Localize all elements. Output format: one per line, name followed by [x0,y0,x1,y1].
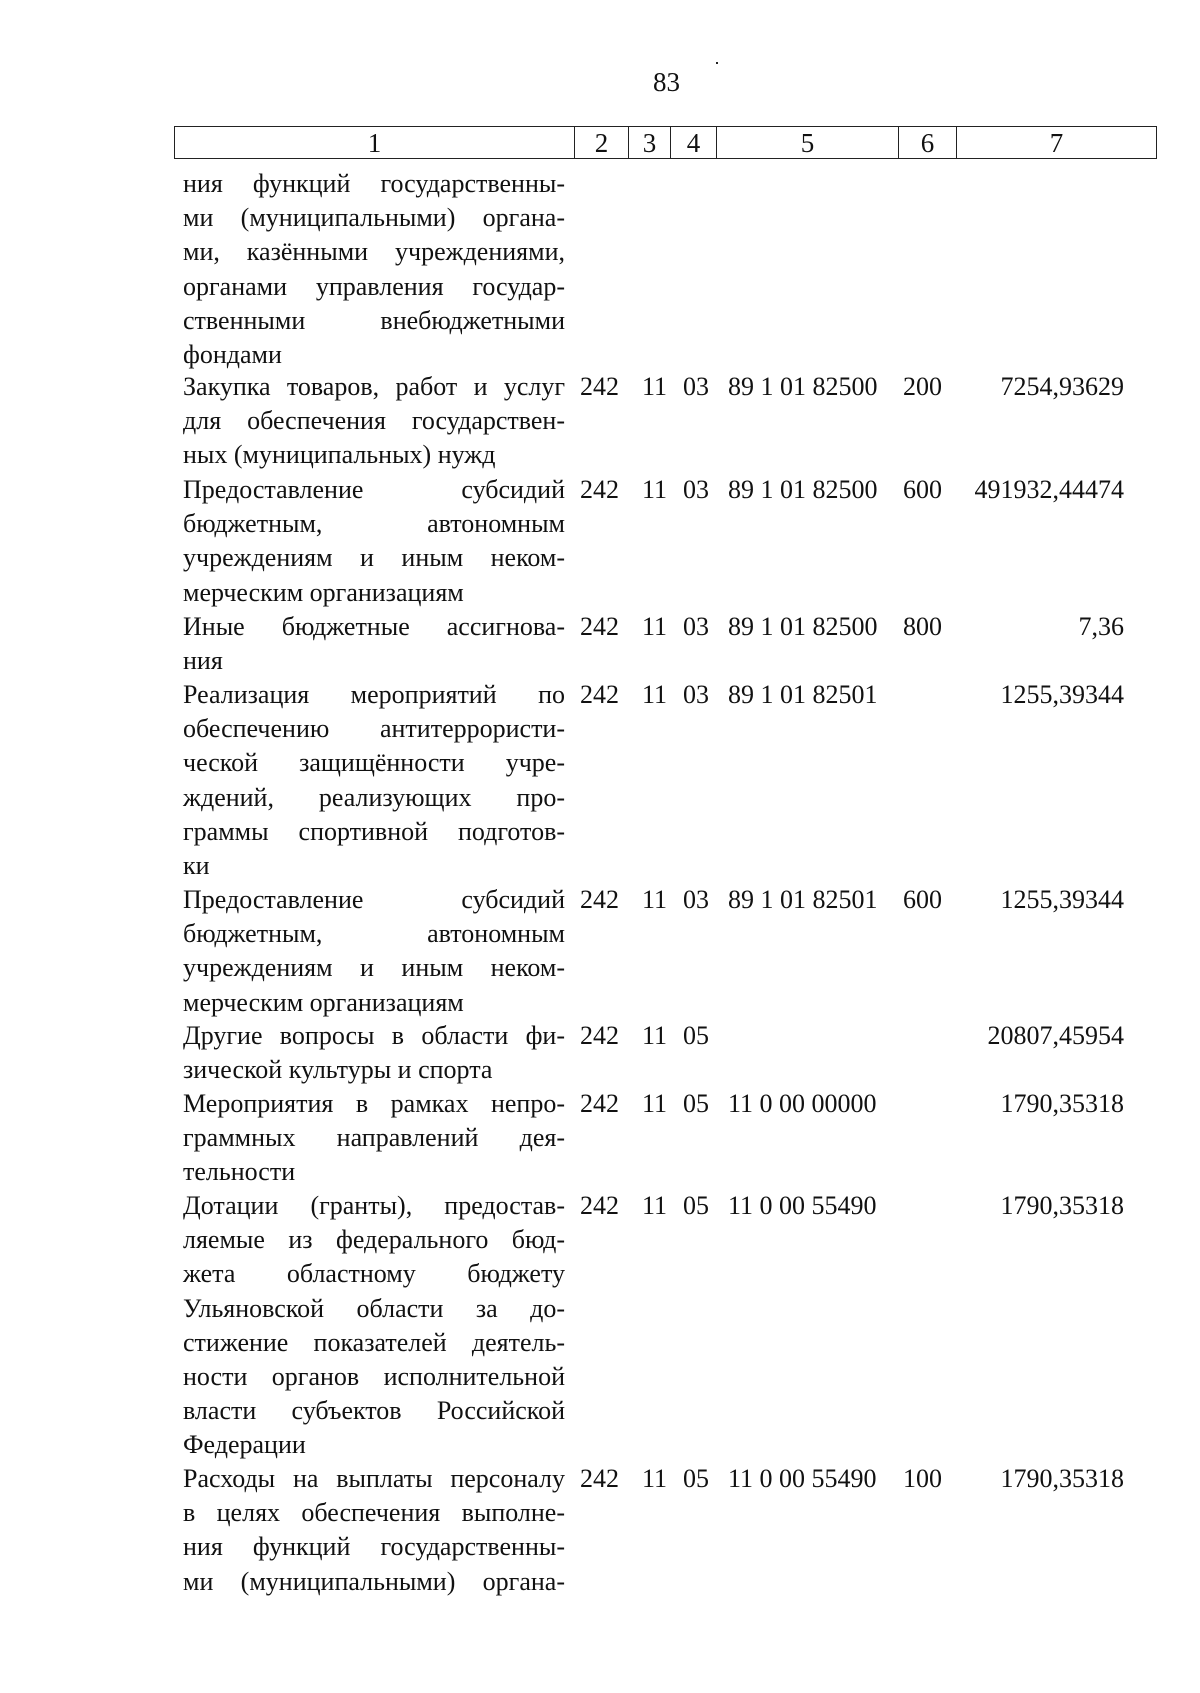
row-name-line: обеспечению антитеррористи- [183,714,565,744]
cell-col-4: 03 [683,680,709,709]
row-name [183,167,565,372]
row-name-line: учреждениям и иным неком- [183,543,565,573]
row-name-line: ния функций государственны- [183,1532,565,1562]
cell-col-4: 05 [683,1191,709,1220]
cell-col-4: 05 [683,1021,709,1050]
cell-col-2: 242 [580,1089,619,1118]
cell-col-5: 89 1 01 82501 [728,885,878,914]
cell-col-7: 1790,35318 [1000,1191,1124,1220]
cell-col-3: 11 [642,1021,668,1050]
cell-col-2: 242 [580,885,619,914]
row-name-line: ми, казёнными учреждениями, [183,237,565,267]
row-name-line: Мероприятия в рамках непро- [183,1089,565,1118]
cell-col-3: 11 [642,372,668,401]
row-name-line: учреждениям и иным неком- [183,953,565,983]
page-number: 83 [653,67,680,97]
cell-col-6: 600 [903,885,942,914]
cell-col-3: 11 [642,475,668,504]
cell-col-3: 11 [642,1089,668,1118]
cell-col-3: 11 [642,1191,668,1220]
row-name-line: ственными внебюджетными [183,305,565,335]
row-name [183,473,565,610]
cell-col-6: 100 [903,1464,942,1493]
row-name-line: бюджетным, автономным [183,509,565,539]
cell-col-4: 03 [683,612,709,641]
cell-col-3: 11 [642,612,668,641]
cell-col-7: 20807,45954 [987,1021,1124,1050]
cell-col-5: 11 0 00 00000 [728,1089,877,1118]
row-name-line: бюджетным, автономным [183,919,565,949]
column-header-table [174,126,1157,159]
header-col-6: 6 [899,127,957,159]
cell-col-4: 03 [683,372,709,401]
header-col-7: 7 [957,127,1157,159]
row-name-line: мерческим организациям [183,577,464,607]
cell-col-5: 89 1 01 82500 [728,475,878,504]
row-name-line: для обеспечения государствен- [183,406,565,436]
row-name-line: Реализация мероприятий по [183,680,565,709]
row-name-line: ми (муниципальными) органа- [183,1566,565,1596]
cell-col-4: 03 [683,475,709,504]
cell-col-2: 242 [580,372,619,401]
row-name-line: ми (муниципальными) органа- [183,203,565,233]
cell-col-2: 242 [580,475,619,504]
row-name-line: фондами [183,340,282,370]
scan-dot [716,62,718,64]
row-name-line: ных (муниципальных) нужд [183,440,496,470]
header-col-4: 4 [671,127,717,159]
row-name-line: Закупка товаров, работ и услуг [183,372,565,401]
row-name [183,610,565,678]
row-name-line: жета областному бюджету [183,1259,565,1289]
cell-col-7: 491932,44474 [974,475,1124,504]
cell-col-6: 600 [903,475,942,504]
row-name [183,678,565,883]
cell-col-5: 89 1 01 82501 [728,680,878,709]
row-name-line: ния [183,646,223,676]
row-name-line: Дотации (гранты), предостав- [183,1191,565,1220]
row-name-line: граммных направлений дея- [183,1123,565,1153]
cell-col-7: 1790,35318 [1000,1089,1124,1118]
row-name-line: власти субъектов Российской [183,1396,565,1426]
row-name [183,1087,565,1190]
row-name-line: ния функций государственны- [183,169,565,198]
row-name-line: Другие вопросы в области фи- [183,1021,565,1050]
row-name-line: ки [183,851,210,881]
cell-col-3: 11 [642,1464,668,1493]
cell-col-2: 242 [580,1191,619,1220]
cell-col-3: 11 [642,885,668,914]
row-name-line: мерческим организациям [183,987,464,1017]
cell-col-4: 03 [683,885,709,914]
cell-col-7: 1790,35318 [1000,1464,1124,1493]
row-name-line: ческой защищённости учре- [183,748,565,778]
cell-col-7: 1255,39344 [1000,680,1124,709]
header-col-5: 5 [717,127,899,159]
row-name [183,1019,565,1087]
row-name-line: зической культуры и спорта [183,1055,493,1085]
cell-col-7: 7254,93629 [1000,372,1124,401]
cell-col-4: 05 [683,1464,709,1493]
row-name-line: тельности [183,1157,296,1187]
header-col-2: 2 [575,127,629,159]
row-name-line: Предоставление субсидий [183,475,565,504]
header-col-1: 1 [175,127,575,159]
row-name-line: органами управления государ- [183,271,565,301]
cell-col-7: 7,36 [1078,612,1124,641]
row-name-line: Расходы на выплаты персоналу [183,1464,565,1493]
row-name-line: в целях обеспечения выполне- [183,1498,565,1528]
cell-col-5: 11 0 00 55490 [728,1191,877,1220]
cell-col-4: 05 [683,1089,709,1118]
row-name [183,883,565,1020]
cell-col-2: 242 [580,680,619,709]
cell-col-3: 11 [642,680,668,709]
cell-col-7: 1255,39344 [1000,885,1124,914]
row-name [183,1189,565,1463]
cell-col-2: 242 [580,612,619,641]
row-name-line: Иные бюджетные ассигнова- [183,612,565,641]
row-name-line: Ульяновской области за до- [183,1293,565,1323]
row-name-line: граммы спортивной подготов- [183,816,565,846]
row-name-line: ности органов исполнительной [183,1362,565,1392]
row-name-line: стижение показателей деятель- [183,1327,565,1357]
row-name-line: Федерации [183,1430,306,1460]
cell-col-5: 89 1 01 82500 [728,372,878,401]
cell-col-5: 89 1 01 82500 [728,612,878,641]
row-name-line: ждений, реализующих про- [183,782,565,812]
cell-col-2: 242 [580,1464,619,1493]
header-col-3: 3 [629,127,671,159]
cell-col-6: 800 [903,612,942,641]
cell-col-2: 242 [580,1021,619,1050]
row-name [183,370,565,473]
cell-col-5: 11 0 00 55490 [728,1464,877,1493]
row-name-line: ляемые из федерального бюд- [183,1225,565,1255]
cell-col-6: 200 [903,372,942,401]
row-name [183,1462,565,1599]
row-name-line: Предоставление субсидий [183,885,565,914]
